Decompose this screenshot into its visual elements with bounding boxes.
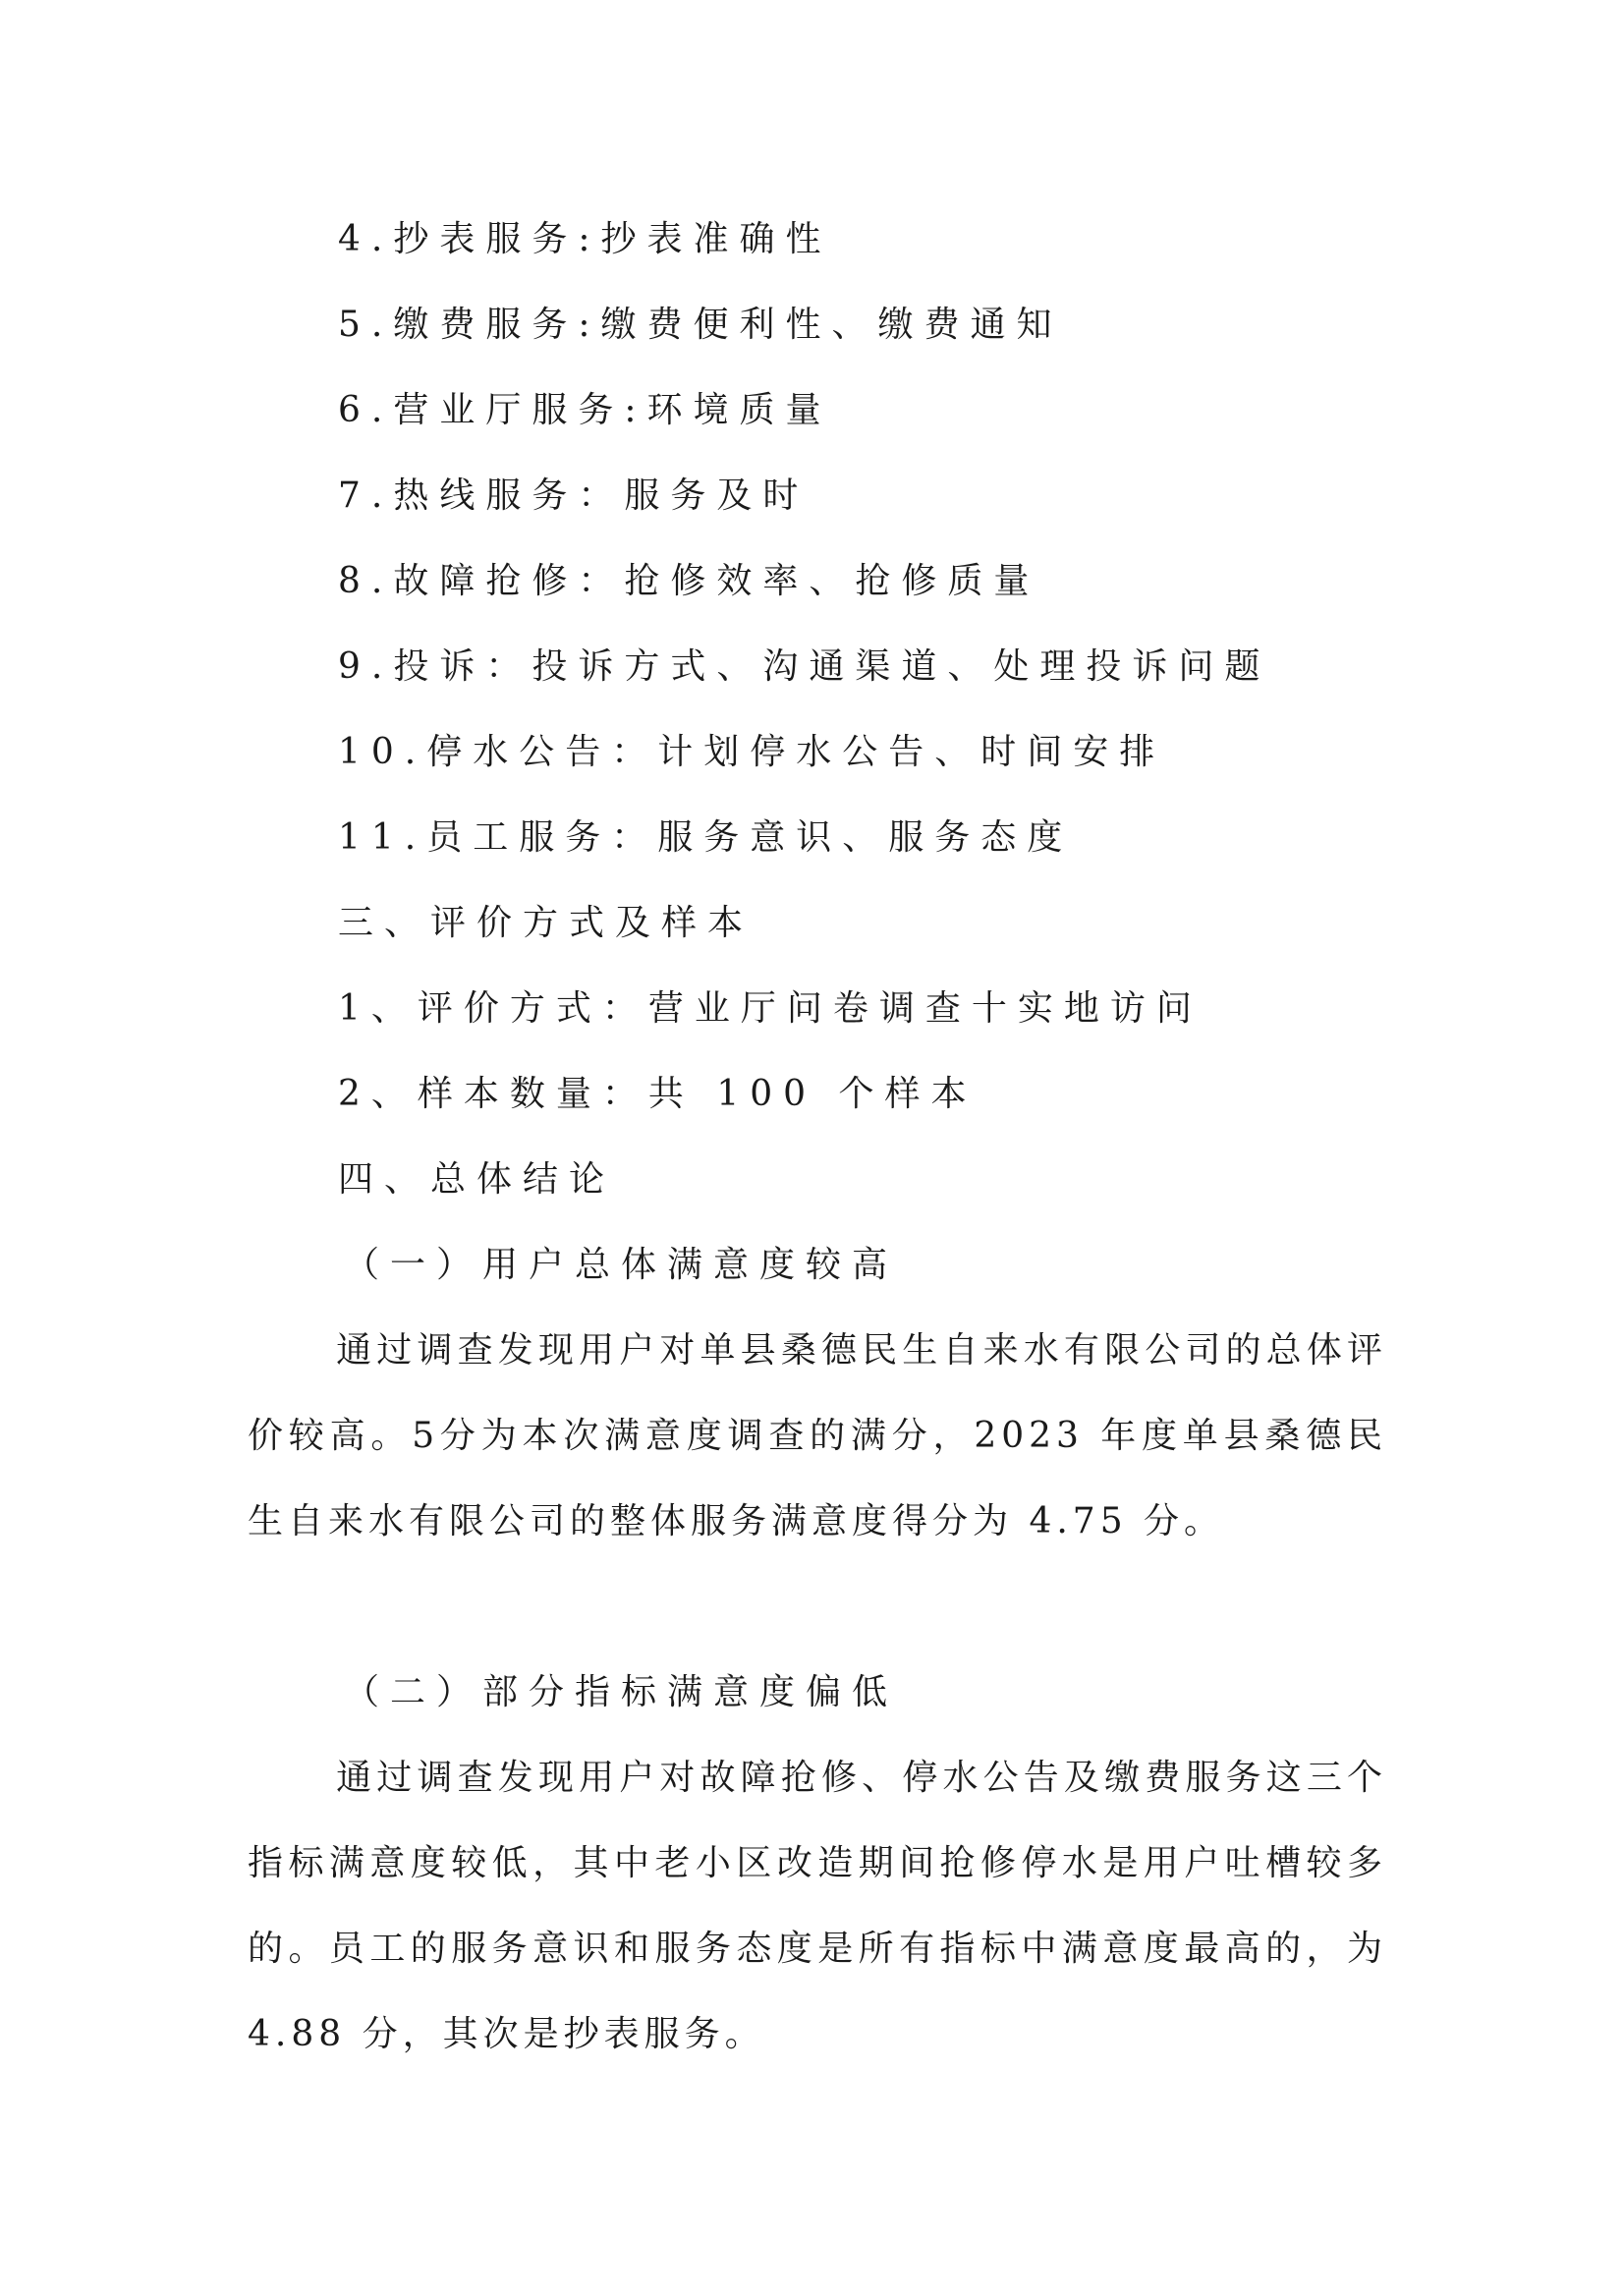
evaluation-method: 1、评价方式：营业厅问卷调查十实地访问 <box>338 988 1203 1029</box>
list-item-meter-reading: 4.抄表服务:抄表准确性 <box>338 219 832 259</box>
list-item-payment-service: 5.缴费服务:缴费便利性、缴费通知 <box>338 305 1063 345</box>
list-item-outage-notice: 10.停水公告：计划停水公告、时间安排 <box>338 732 1166 772</box>
sub2-heading: （二）部分指标满意度偏低 <box>344 1672 899 1712</box>
sub1-paragraph <box>248 1308 1387 1564</box>
sub2-paragraph-text: 通过调查发现用户对故障抢修、停水公告及缴费服务这三个指标满意度较低，其中老小区改造期间抢修停水是用户吐槽较多的。员工的服务意识和服务态度是所有指标中满意度最高的，为 4.88 分，其次是抄表服务。 <box>248 1758 1387 2054</box>
list-item-complaint: 9.投诉：投诉方式、沟通渠道、处理投诉问题 <box>338 646 1271 687</box>
sample-size: 2、样本数量：共 100 个样本 <box>338 1074 978 1114</box>
sub2-paragraph <box>248 1735 1387 2077</box>
list-item-hall-service: 6.营业厅服务:环境质量 <box>338 390 832 430</box>
list-item-repair: 8.故障抢修：抢修效率、抢修质量 <box>338 561 1040 601</box>
section3-heading: 三、评价方式及样本 <box>338 903 755 943</box>
section4-heading: 四、总体结论 <box>338 1159 616 1200</box>
list-item-hotline-service: 7.热线服务：服务及时 <box>338 476 810 516</box>
sub1-paragraph-text: 通过调查发现用户对单县桑德民生自来水有限公司的总体评价较高。5分为本次满意度调查的满分，2023 年度单县桑德民生自来水有限公司的整体服务满意度得分为 4.75 分。 <box>248 1330 1387 1541</box>
list-item-staff-service: 11.员工服务：服务意识、服务态度 <box>338 817 1074 858</box>
sub1-heading: （一）用户总体满意度较高 <box>344 1245 899 1285</box>
